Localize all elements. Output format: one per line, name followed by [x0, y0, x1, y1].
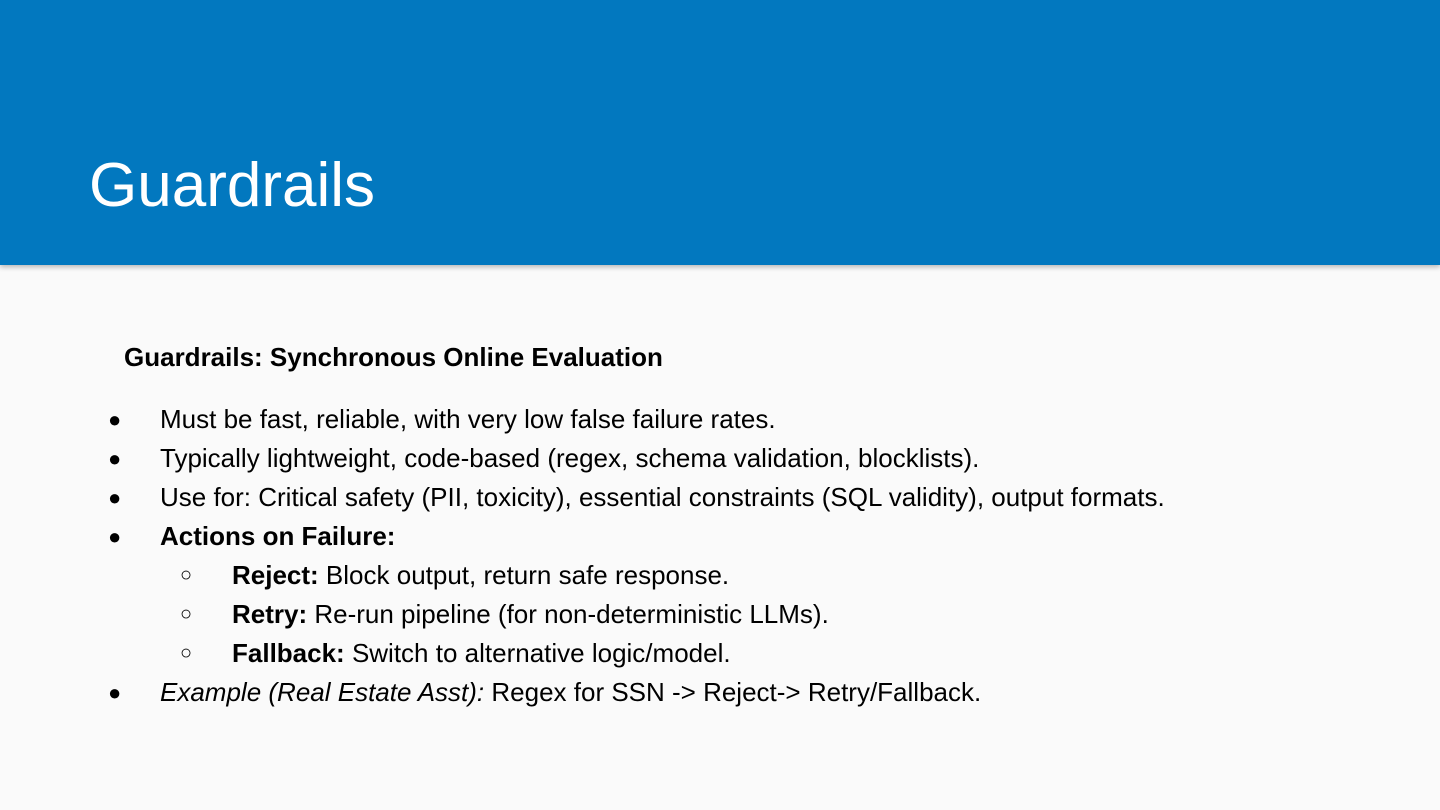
- slide-title: Guardrails: [89, 151, 375, 220]
- bullet-list: [0, 400, 1440, 712]
- sub-bullet-retry: [0, 595, 1440, 634]
- sub-bullet-marker: ○: [180, 642, 193, 664]
- sub-bullet-content: [232, 634, 731, 673]
- bullet-item-example: [0, 673, 1440, 712]
- sub-bullet-fallback: [0, 634, 1440, 673]
- bullet-item: [0, 478, 1440, 517]
- header-band: [0, 0, 1440, 265]
- bullet-marker: ●: [108, 407, 122, 432]
- bullet-text: Use for: Critical safety (PII, toxicity), essential constraints (SQL validity), output formats.: [160, 482, 1165, 512]
- sub-bullet-marker: ○: [180, 564, 193, 586]
- bullet-text: Typically lightweight, code-based (regex, schema validation, blocklists).: [160, 443, 980, 473]
- sub-bullet-content: [232, 595, 829, 634]
- bullet-marker: ●: [108, 446, 122, 471]
- bullet-marker: ●: [108, 524, 122, 549]
- sub-bullet-text: Re-run pipeline (for non-deterministic LLMs).: [307, 599, 829, 629]
- bullet-text-bold: Actions on Failure:: [160, 521, 396, 551]
- bullet-item-actions: [0, 517, 1440, 556]
- sub-bullet-content: [232, 556, 729, 595]
- bullet-marker: ●: [108, 485, 122, 510]
- sub-bullet-label: Retry:: [232, 599, 308, 629]
- example-content: [160, 673, 981, 712]
- sub-bullet-reject: [0, 556, 1440, 595]
- bullet-text: Must be fast, reliable, with very low false failure rates.: [160, 404, 776, 434]
- slide-subheading: Guardrails: Synchronous Online Evaluation: [124, 342, 663, 372]
- bullet-marker: ●: [108, 680, 122, 705]
- bullet-item: [0, 439, 1440, 478]
- bullet-item: [0, 400, 1440, 439]
- sub-bullet-text: Block output, return safe response.: [318, 560, 730, 590]
- example-text: Regex for SSN -> Reject-> Retry/Fallback.: [484, 677, 982, 707]
- sub-bullet-text: Switch to alternative logic/model.: [344, 638, 731, 668]
- sub-bullet-label: Fallback:: [232, 638, 345, 668]
- example-label: Example (Real Estate Asst):: [160, 677, 485, 707]
- sub-bullet-marker: ○: [180, 603, 193, 625]
- sub-bullet-label: Reject:: [232, 560, 319, 590]
